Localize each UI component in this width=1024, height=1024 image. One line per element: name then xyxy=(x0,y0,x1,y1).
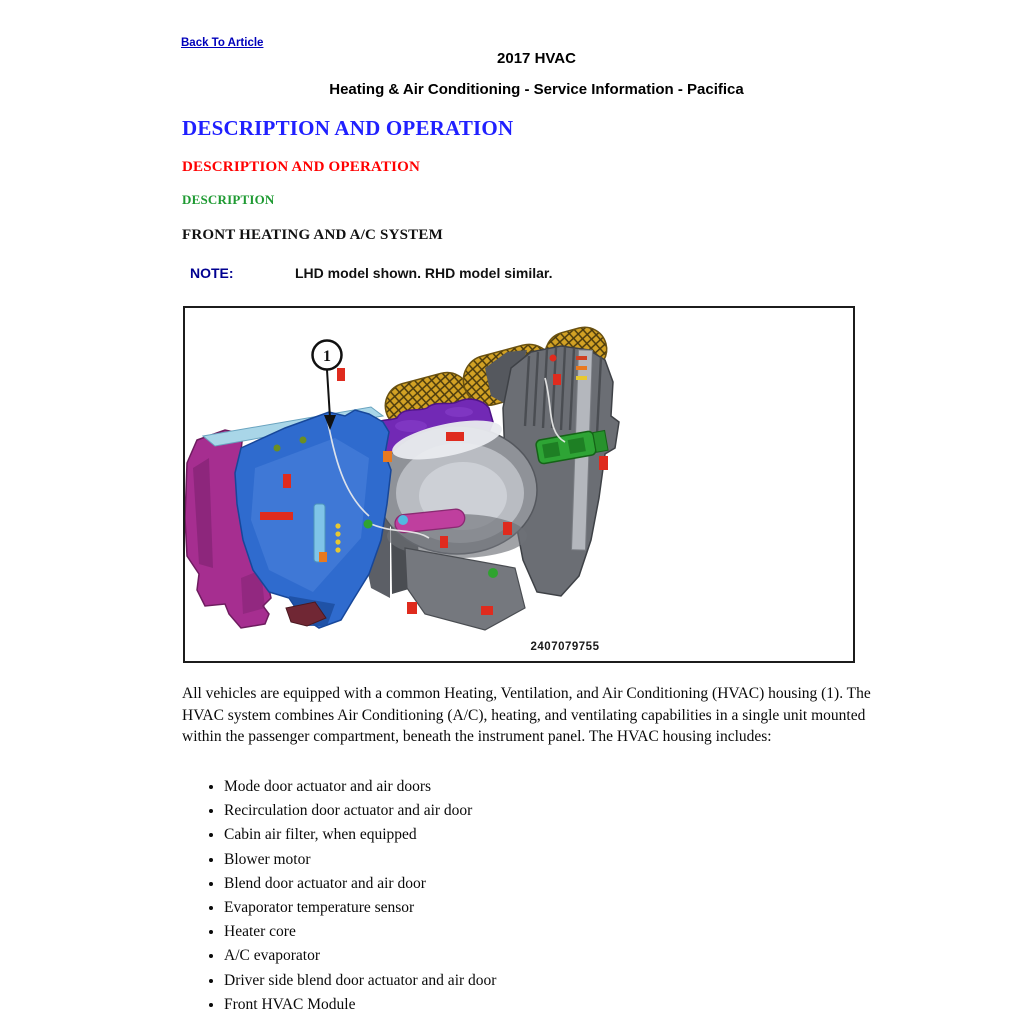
body-paragraph: All vehicles are equipped with a common Heating, Ventilation, and Air Conditioning (HVAC) housing (1). The HVAC system combines Air Conditioning (A/C), heating, and ventilating capabilities in a single unit mounted within the passenger compartment, beneath the instrument panel. The HVAC housing includes: xyxy=(182,685,871,746)
list-item: • Blend door actuator and air door xyxy=(224,873,802,895)
hvac-figure xyxy=(183,306,855,663)
figure-number: 2407079755 xyxy=(530,641,600,653)
list-item: • Evaporator temperature sensor xyxy=(224,897,802,919)
section-heading: DESCRIPTION AND OPERATION xyxy=(182,116,514,140)
list-item: • A/C evaporator xyxy=(224,945,802,967)
page-title: 2017 HVAC xyxy=(497,50,576,67)
list-item: • Recirculation door actuator and air door xyxy=(224,800,802,822)
list-item: • Front HVAC Module xyxy=(224,994,802,1016)
lower-duct xyxy=(405,548,525,630)
list-item: • Cabin air filter, when equipped xyxy=(224,824,802,846)
hvac-housing-illustration xyxy=(185,308,853,661)
system-heading: FRONT HEATING AND A/C SYSTEM xyxy=(182,227,443,243)
list-item: • Heater core xyxy=(224,921,802,943)
back-to-article-link[interactable]: Back To Article xyxy=(181,37,264,49)
subsection-heading: DESCRIPTION AND OPERATION xyxy=(182,159,421,175)
list-item: • Driver side blend door actuator and air door xyxy=(224,970,802,992)
topic-heading: DESCRIPTION xyxy=(182,192,275,207)
note-text: LHD model shown. RHD model similar. xyxy=(295,265,553,281)
callout-number: 1 xyxy=(323,348,331,365)
list-item: • Blower motor xyxy=(224,849,802,871)
note-label: NOTE: xyxy=(190,265,234,281)
note-block xyxy=(190,265,552,281)
hvac-components-list xyxy=(182,776,802,1018)
page-subtitle: Heating & Air Conditioning - Service Information - Pacifica xyxy=(329,81,744,98)
list-item: • Mode door actuator and air doors xyxy=(224,776,802,798)
